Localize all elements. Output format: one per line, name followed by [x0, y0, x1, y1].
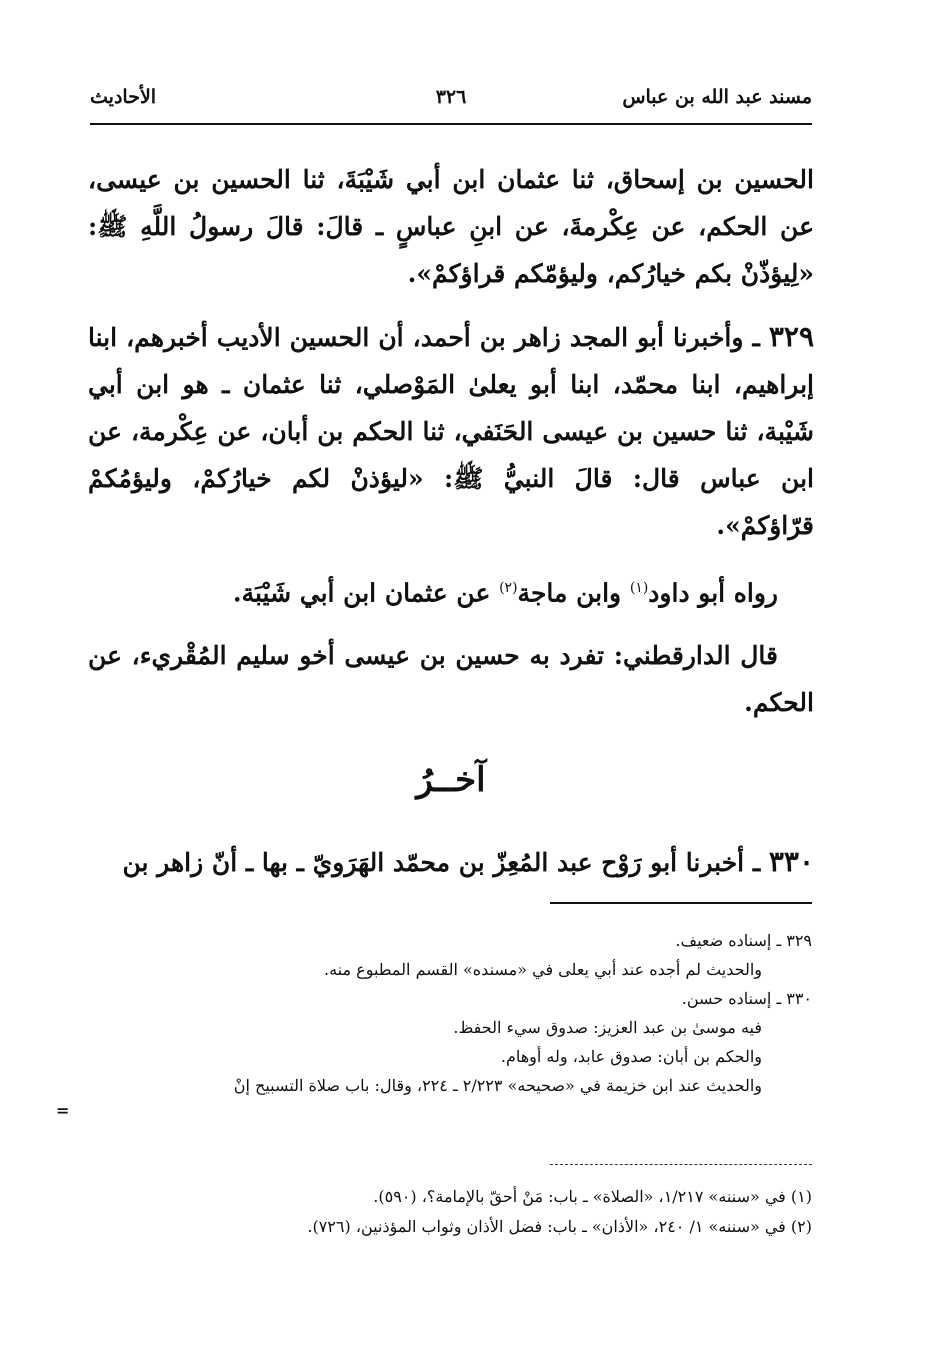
note-330-detail-3: والحديث عند ابن خزيمة في «صحيحه» ٢/٢٢٣ ـ ٢٢٤، وقال: باب صلاة التسبيح إنْ [233, 1076, 762, 1095]
footnotes [122, 1182, 812, 1242]
footnote-2: (٢) في «سننه» ١/ ٢٤٠، «الأذان» ـ باب: فضل الأذان وثواب المؤذنين، (٧٢٦). [307, 1217, 812, 1236]
hadith-329-text: ـ وأخبرنا أبو المجد زاهر بن أحمد، أن الحسين الأديب أخبرهم، ابنا إبراهيم، ابنا محمّد، ابنا أبو يعلىٰ المَوْصلي، ثنا عثمان ـ هو ابن أبي شَيْبة، ثنا حسين بن عيسى الحَنَفي، ثنا الحكم بن أبان، عن عِكْرمة، عن ابن عباس قال: قالَ النبيُّ ﷺ: «ليؤذنْ لكم خيارُكمْ، وليؤمُكمْ قرّاؤكمْ». [88, 323, 814, 540]
header-book-title: مسند عبد الله بن عباس [622, 86, 812, 108]
section-title: آخــرُ [416, 760, 486, 801]
rawah-text-b: وابن ماجة [517, 578, 630, 608]
commentary-notes [122, 926, 812, 1100]
paragraph-continuation: الحسين بن إسحاق، ثنا عثمان ابن أبي شَيْبَةَ، ثنا الحسين بن عيسى، عن الحكم، عن عِكْرمةَ، عن ابنِ عباسٍ ـ قالَ: قالَ رسولُ اللَّهِ ﷺ: «لِيؤذّنْ بكم خيارُكم، وليؤمّكم قراؤكمْ». [88, 165, 814, 288]
hadith-329 [88, 313, 814, 549]
hadith-330-text: ـ أخبرنا أبو رَوْح عبد المُعِزّ بن محمّد الهَرَويّ ـ بها ـ أنّ زاهر بن [122, 848, 761, 878]
rawah-paragraph [88, 565, 814, 616]
header-section: الأحاديث [90, 86, 157, 108]
rawah-text-c: عن عثمان ابن أبي شَيْبَة. [232, 578, 500, 608]
footnote-ref-2[interactable]: (٢) [499, 580, 518, 596]
note-330-grade: ٣٣٠ ـ إسناده حسن. [681, 989, 812, 1008]
footnotes-rule [550, 1164, 812, 1165]
footnote-ref-1[interactable]: (١) [629, 580, 649, 596]
note-330-detail-1: فيه موسىٰ بن عبد العزيز: صدوق سيء الحفظ. [453, 1018, 762, 1037]
page-number: ٣٢٦ [435, 86, 467, 108]
notes-rule [550, 902, 812, 904]
note-329-detail: والحديث لم أجده عند أبي يعلى في «مسنده» القسم المطبوع منه. [324, 960, 762, 979]
main-text [88, 156, 814, 886]
hadith-330 [88, 838, 814, 886]
daraqutni-paragraph: قال الدارقطني: تفرد به حسين بن عيسى أخو سليم المُقْريء، عن الحكم. [88, 641, 814, 718]
continuation-mark: = [56, 1101, 70, 1120]
note-330-detail-2: والحكم بن أبان: صدوق عابد، وله أوهام. [500, 1047, 762, 1066]
rawah-text-a: رواه أبو داود [648, 578, 778, 608]
hadith-number-330: ٣٣٠ [768, 845, 814, 879]
note-329-grade: ٣٢٩ ـ إسناده ضعيف. [675, 931, 812, 950]
footnote-1: (١) في «سننه» ١/٢١٧، «الصلاة» ـ باب: مَنْ أحقّ بالإمامة؟، (٥٩٠). [373, 1187, 812, 1206]
header-rule [90, 123, 812, 125]
running-header [90, 86, 812, 120]
hadith-number-329: ٣٢٩ [768, 320, 814, 353]
